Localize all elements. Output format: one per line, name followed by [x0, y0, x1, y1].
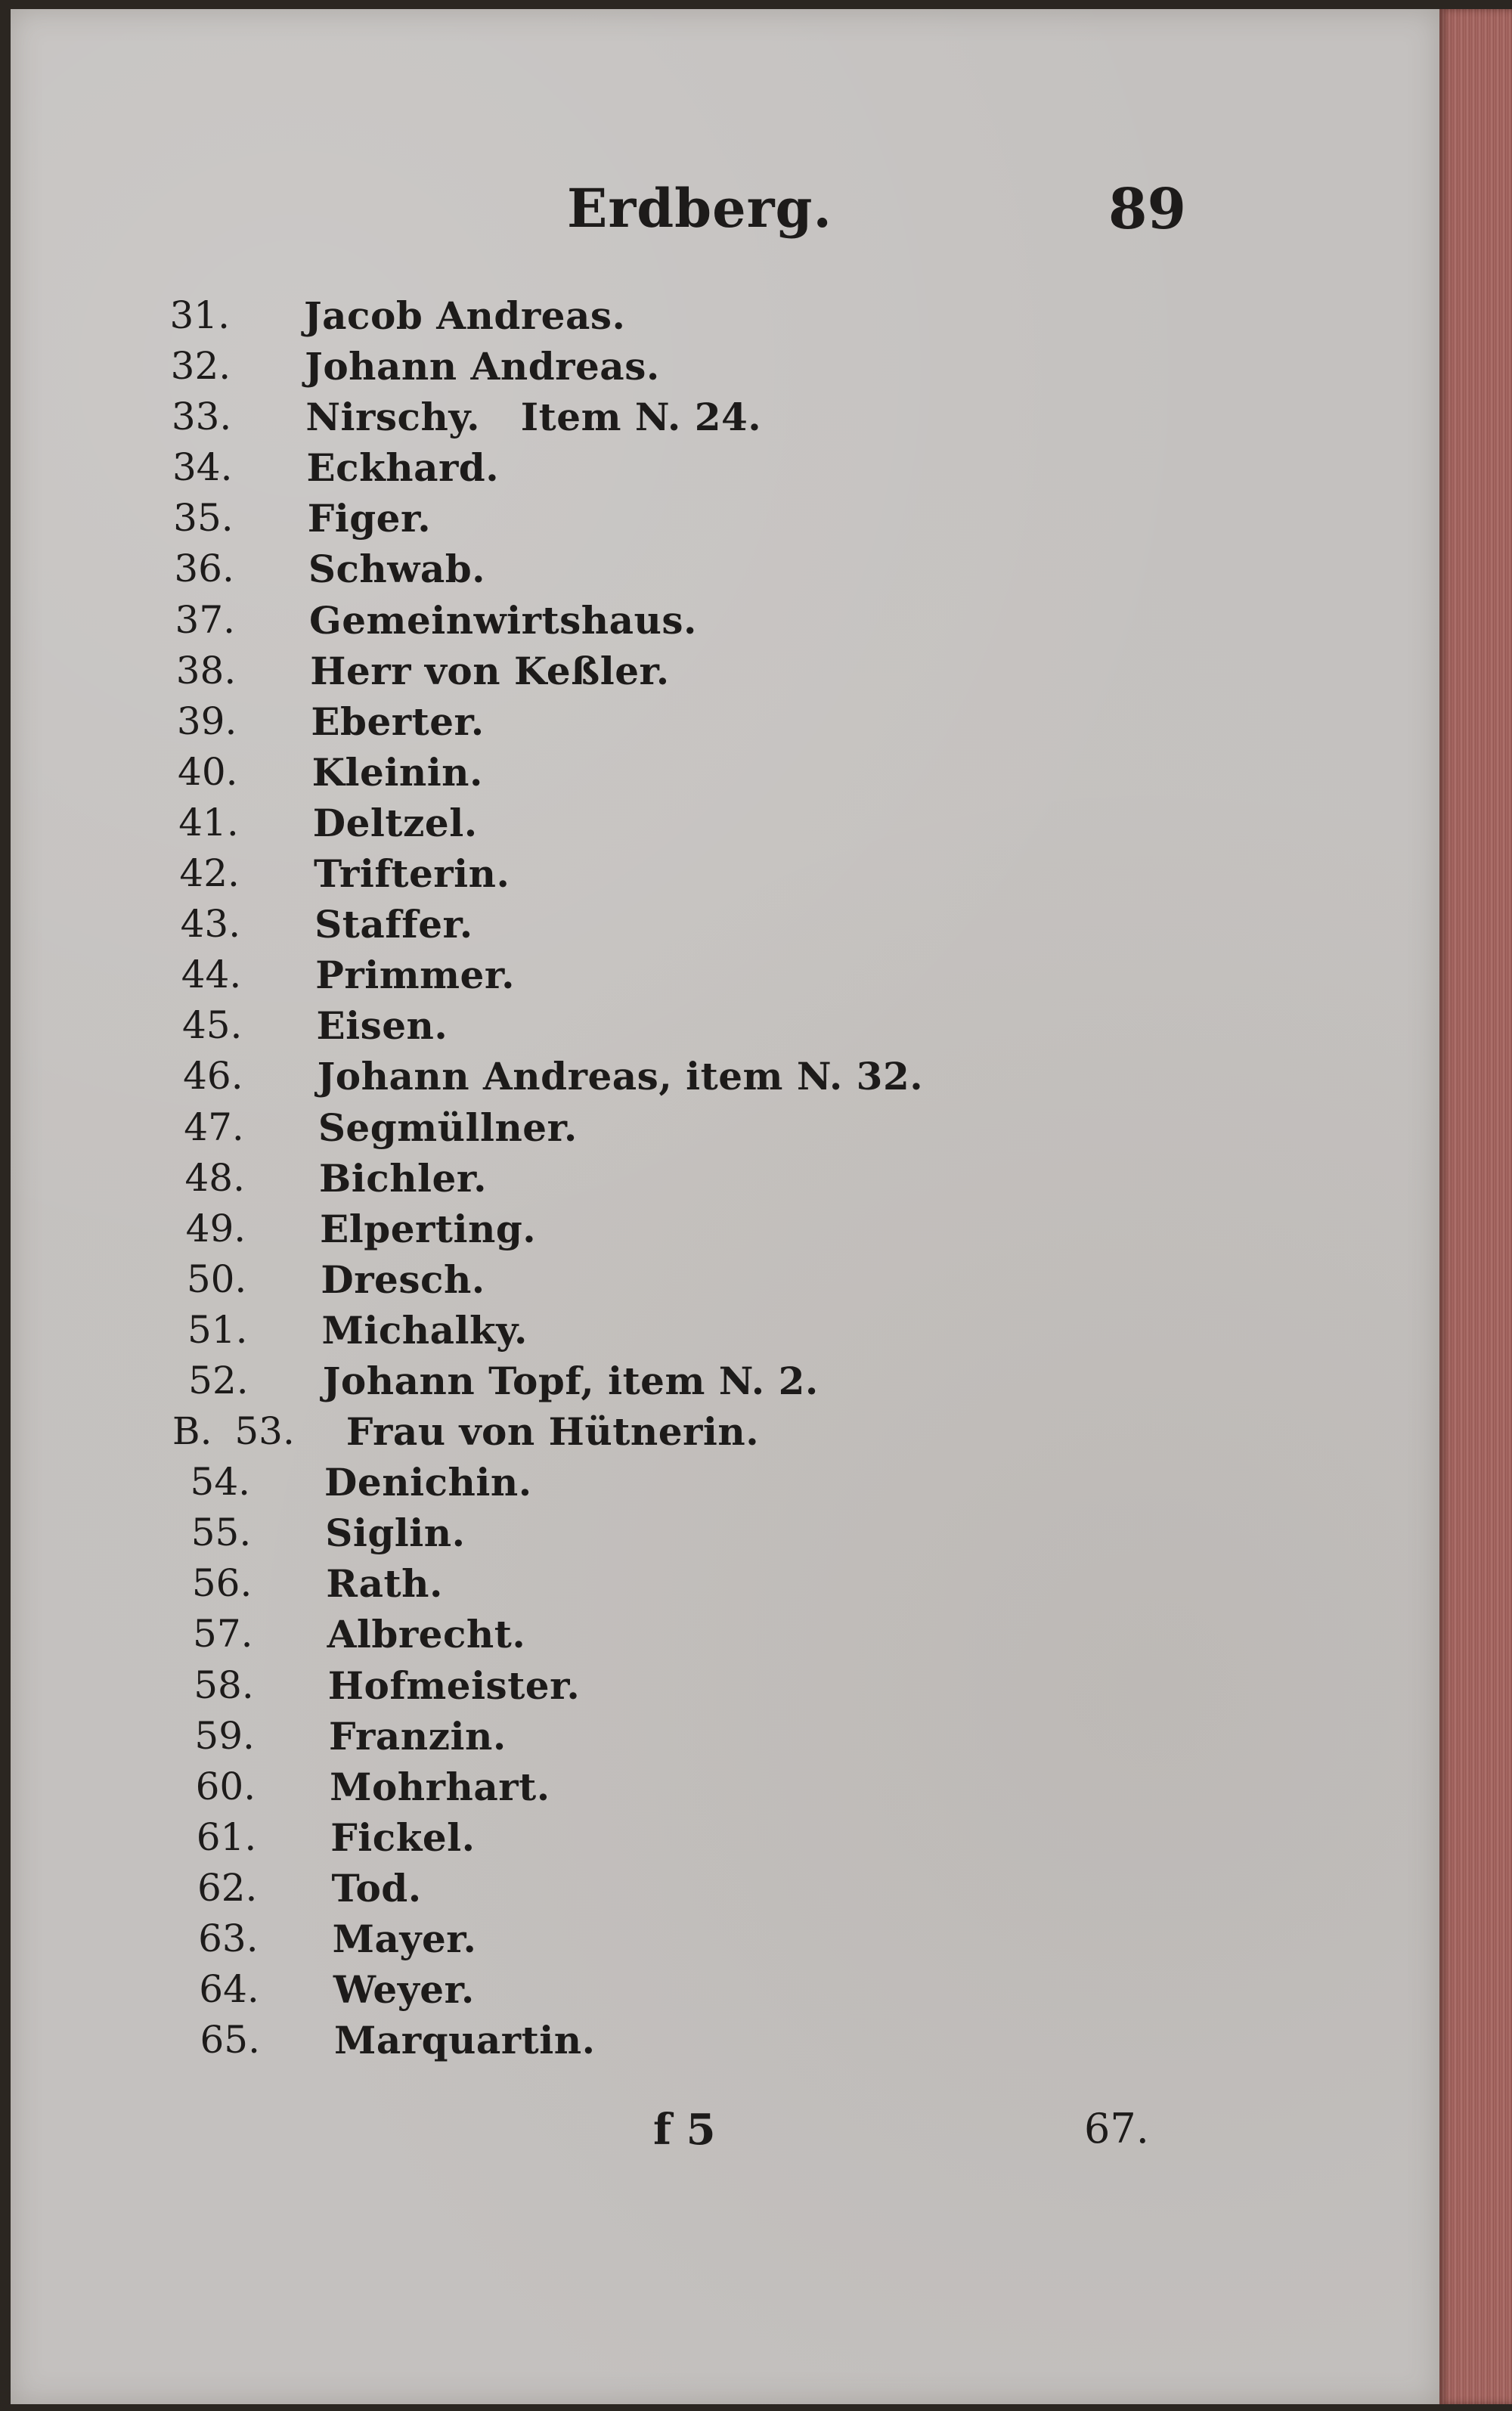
entry-number: 37.: [175, 597, 236, 642]
list-item: [11, 1914, 1145, 1964]
house-entries-list: [11, 290, 1145, 2065]
entry-number: 35.: [173, 496, 234, 541]
entry-name: Kleinin.: [311, 749, 483, 795]
entry-number: 40.: [178, 749, 238, 794]
entry-number: 38.: [175, 648, 237, 693]
entry-name: Bichler.: [319, 1155, 488, 1201]
entry-name: Gemeinwirtshaus.: [309, 597, 697, 643]
entry-name: Marquartin.: [334, 2018, 596, 2063]
list-item: [11, 1762, 1145, 1812]
entry-name: Primmer.: [315, 953, 515, 998]
list-item: [11, 1305, 1145, 1356]
entry-name: Eisen.: [316, 1003, 448, 1049]
entry-name: Schwab.: [308, 547, 486, 592]
book-page: [11, 9, 1439, 2404]
entry-name: Rath.: [326, 1561, 443, 1607]
page-title: Erdberg.: [567, 177, 832, 240]
list-item: [11, 1812, 1145, 1863]
entry-number: 49.: [185, 1206, 246, 1250]
list-item: [11, 341, 1145, 392]
entry-number: 54.: [190, 1460, 251, 1505]
entry-number: 31.: [169, 293, 230, 337]
entry-number: 63.: [198, 1917, 259, 1960]
list-item: [11, 290, 1145, 341]
list-item: [11, 595, 1145, 646]
entry-number: 46.: [183, 1054, 243, 1099]
entry-number: 47.: [184, 1105, 244, 1149]
entry-name: Elperting.: [320, 1206, 537, 1251]
entry-name: Denichin.: [324, 1460, 532, 1505]
list-item: [11, 1406, 1145, 1457]
list-item: [11, 2015, 1145, 2065]
entry-number: 42.: [179, 851, 240, 896]
list-item: [11, 1964, 1145, 2015]
entry-number: 50.: [186, 1257, 247, 1301]
entry-name: Mayer.: [332, 1917, 477, 1961]
list-item: [11, 1102, 1145, 1153]
list-item: [11, 493, 1145, 544]
entry-name: Deltzel.: [312, 800, 478, 845]
list-item: [11, 899, 1145, 950]
list-item: [11, 1660, 1145, 1711]
entry-name: Fickel.: [330, 1814, 476, 1860]
list-item: [11, 1204, 1145, 1254]
entry-name: Segmüllner.: [318, 1105, 578, 1150]
list-item: [11, 1609, 1145, 1659]
entry-name: Albrecht.: [327, 1612, 526, 1657]
entry-number: 44.: [181, 953, 242, 997]
entry-name: Mohrhart.: [330, 1764, 550, 1809]
entry-number: 57.: [193, 1612, 253, 1656]
entry-number: 34.: [172, 445, 233, 490]
list-item: [11, 1508, 1145, 1558]
entry-number: 65.: [200, 2018, 260, 2062]
catchword: 67.: [1084, 2105, 1149, 2152]
entry-name: Eberter.: [311, 699, 485, 744]
list-item: [11, 747, 1145, 798]
entry-number: 41.: [178, 800, 239, 844]
page-number: 89: [1108, 177, 1186, 242]
entry-number: 48.: [184, 1155, 245, 1200]
entry-number: 53.: [234, 1409, 295, 1454]
list-item: [11, 1711, 1145, 1762]
entry-name: Franzin.: [328, 1713, 507, 1759]
entry-number: 51.: [187, 1307, 248, 1352]
list-item: [11, 848, 1145, 899]
entry-number: 64.: [199, 1967, 259, 2012]
entry-number: 43.: [180, 902, 241, 947]
list-item: [11, 1153, 1145, 1204]
signature-mark: f 5: [653, 2105, 716, 2155]
entry-name: Tod.: [331, 1865, 422, 1911]
list-item: [11, 1254, 1145, 1305]
list-item: [11, 544, 1145, 594]
list-item: [11, 696, 1145, 747]
list-item: [11, 1558, 1145, 1609]
entry-name: Johann Andreas.: [305, 344, 660, 389]
entry-name: Hofmeister.: [327, 1663, 581, 1708]
entry-number: 58.: [194, 1663, 254, 1707]
entry-number: 36.: [174, 547, 234, 591]
entry-number: 55.: [191, 1511, 252, 1555]
entry-number: 62.: [197, 1865, 258, 1910]
entry-name: Eckhard.: [306, 445, 500, 491]
entry-number: 33.: [171, 395, 232, 439]
entry-name: Trifterin.: [313, 851, 510, 897]
entry-number: 45.: [181, 1003, 243, 1048]
list-item: [11, 646, 1145, 696]
book-page-edges: [1439, 9, 1512, 2404]
entry-number: 56.: [191, 1561, 253, 1606]
list-item: [11, 798, 1145, 848]
entry-name: Siglin.: [325, 1511, 466, 1556]
list-item: [11, 1000, 1145, 1051]
section-marker: B.: [172, 1409, 212, 1454]
list-item: [11, 1356, 1145, 1406]
entry-number: 59.: [194, 1713, 255, 1758]
entry-number: 32.: [170, 344, 231, 389]
list-item: [11, 950, 1145, 1000]
list-item: [11, 442, 1145, 493]
list-item: [11, 1051, 1145, 1102]
entry-name: Figer.: [307, 496, 432, 541]
list-item: [11, 392, 1145, 442]
entry-name: Herr von Keßler.: [310, 648, 670, 693]
entry-name: Michalky.: [321, 1307, 528, 1353]
entry-name: Johann Andreas, item N. 32.: [317, 1054, 924, 1099]
entry-name: Johann Topf, item N. 2.: [322, 1358, 819, 1403]
entry-number: 61.: [196, 1814, 257, 1859]
entry-name: Nirschy. Item N. 24.: [305, 395, 762, 440]
list-item: [11, 1863, 1145, 1914]
entry-name: Weyer.: [333, 1967, 475, 2013]
entry-name: Staffer.: [314, 902, 473, 947]
entry-name: Dresch.: [321, 1257, 485, 1302]
entry-name: Frau von Hütnerin.: [345, 1409, 760, 1455]
entry-number: 52.: [188, 1358, 249, 1402]
entry-number: 60.: [195, 1764, 256, 1808]
entry-name: Jacob Andreas.: [304, 293, 626, 338]
entry-number: 39.: [176, 699, 237, 743]
list-item: [11, 1457, 1145, 1508]
